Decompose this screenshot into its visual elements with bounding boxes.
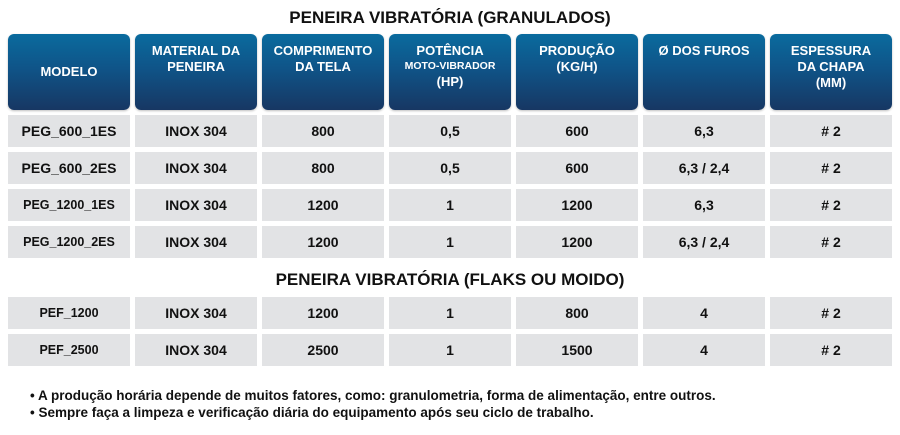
cell-potencia: 1 bbox=[389, 334, 511, 366]
cell-potencia: 1 bbox=[389, 226, 511, 258]
header-label: MATERIAL DA bbox=[151, 43, 241, 58]
table-row bbox=[8, 152, 893, 184]
header-label: PENEIRA bbox=[167, 59, 225, 74]
cell-espessura: # 2 bbox=[770, 189, 892, 221]
cell-espessura: # 2 bbox=[770, 297, 892, 329]
cell-furos: 4 bbox=[643, 297, 765, 329]
cell-modelo: PEG_600_1ES bbox=[8, 115, 130, 147]
cell-comprimento: 1200 bbox=[262, 226, 384, 258]
header-modelo bbox=[8, 34, 130, 110]
cell-furos: 6,3 / 2,4 bbox=[643, 226, 765, 258]
cell-potencia: 0,5 bbox=[389, 115, 511, 147]
cell-comprimento: 800 bbox=[262, 152, 384, 184]
cell-material: INOX 304 bbox=[135, 152, 257, 184]
table-row bbox=[8, 115, 893, 147]
header-label: DA CHAPA bbox=[797, 59, 865, 74]
cell-espessura: # 2 bbox=[770, 226, 892, 258]
cell-furos: 6,3 bbox=[643, 115, 765, 147]
cell-producao: 600 bbox=[516, 115, 638, 147]
table-row bbox=[8, 189, 893, 221]
table-header-row bbox=[8, 34, 893, 110]
cell-furos: 6,3 / 2,4 bbox=[643, 152, 765, 184]
header-label: (KG/H) bbox=[556, 59, 598, 74]
cell-modelo: PEF_1200 bbox=[8, 297, 130, 329]
cell-material: INOX 304 bbox=[135, 189, 257, 221]
table-row bbox=[8, 334, 893, 366]
header-label: DA TELA bbox=[295, 59, 351, 74]
cell-comprimento: 2500 bbox=[262, 334, 384, 366]
cell-comprimento: 1200 bbox=[262, 297, 384, 329]
cell-modelo: PEF_2500 bbox=[8, 334, 130, 366]
header-label: POTÊNCIA bbox=[416, 43, 484, 58]
header-label: Ø DOS FUROS bbox=[658, 43, 750, 58]
header-potencia bbox=[389, 34, 511, 110]
cell-producao: 600 bbox=[516, 152, 638, 184]
cell-espessura: # 2 bbox=[770, 115, 892, 147]
cell-modelo: PEG_1200_2ES bbox=[8, 226, 130, 258]
cell-espessura: # 2 bbox=[770, 334, 892, 366]
table-row bbox=[8, 297, 893, 329]
header-comprimento bbox=[262, 34, 384, 110]
cell-comprimento: 1200 bbox=[262, 189, 384, 221]
cell-comprimento: 800 bbox=[262, 115, 384, 147]
cell-potencia: 0,5 bbox=[389, 152, 511, 184]
header-label: COMPRIMENTO bbox=[273, 43, 373, 58]
cell-material: INOX 304 bbox=[135, 297, 257, 329]
footnote: • Sempre faça a limpeza e verificação diária do equipamento após seu ciclo de trabalho. bbox=[30, 405, 594, 420]
cell-producao: 1200 bbox=[516, 226, 638, 258]
header-label: PRODUÇÃO bbox=[539, 43, 615, 58]
cell-material: INOX 304 bbox=[135, 226, 257, 258]
header-label: MODELO bbox=[40, 64, 98, 79]
cell-material: INOX 304 bbox=[135, 334, 257, 366]
cell-furos: 4 bbox=[643, 334, 765, 366]
section-title-granulados: PENEIRA VIBRATÓRIA (GRANULADOS) bbox=[289, 8, 611, 27]
header-material bbox=[135, 34, 257, 110]
cell-producao: 1200 bbox=[516, 189, 638, 221]
header-label: (MM) bbox=[815, 75, 847, 90]
header-espessura bbox=[770, 34, 892, 110]
cell-producao: 1500 bbox=[516, 334, 638, 366]
header-label: (HP) bbox=[436, 74, 464, 89]
header-furos bbox=[643, 34, 765, 110]
cell-producao: 800 bbox=[516, 297, 638, 329]
header-sublabel: MOTO-VIBRADOR bbox=[404, 60, 496, 72]
cell-modelo: PEG_1200_1ES bbox=[8, 189, 130, 221]
header-producao bbox=[516, 34, 638, 110]
table-row bbox=[8, 226, 893, 258]
cell-furos: 6,3 bbox=[643, 189, 765, 221]
cell-espessura: # 2 bbox=[770, 152, 892, 184]
footnote: • A produção horária depende de muitos fatores, como: granulometria, forma de alimentação, entre outros. bbox=[30, 388, 716, 403]
header-label: ESPESSURA bbox=[790, 43, 872, 58]
cell-material: INOX 304 bbox=[135, 115, 257, 147]
cell-modelo: PEG_600_2ES bbox=[8, 152, 130, 184]
section-title-flaks: PENEIRA VIBRATÓRIA (FLAKS OU MOIDO) bbox=[275, 270, 625, 289]
cell-potencia: 1 bbox=[389, 189, 511, 221]
footnotes bbox=[30, 387, 716, 421]
cell-potencia: 1 bbox=[389, 297, 511, 329]
